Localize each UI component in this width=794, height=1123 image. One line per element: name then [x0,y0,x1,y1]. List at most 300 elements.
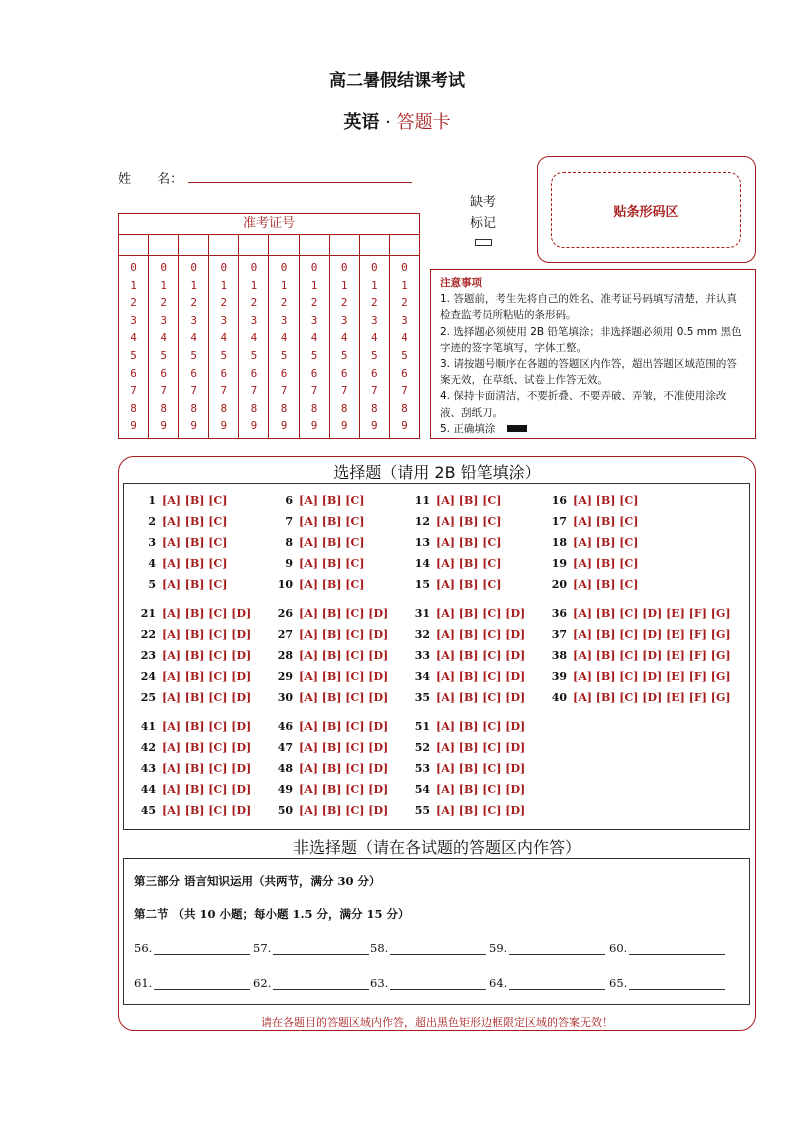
answer-options[interactable]: [A] [B] [C] [299,557,365,570]
mcq-question [408,720,525,733]
exam-id-digit[interactable]: 6 [340,366,348,380]
question-number: 17 [551,515,567,528]
exam-id-digit[interactable]: 2 [250,296,258,310]
exam-id-digit[interactable]: 0 [370,261,378,274]
mcq-question [408,515,501,528]
answer-options[interactable]: [A] [B] [C] [D] [299,691,389,704]
question-number: 46 [277,720,293,733]
exam-id-digit[interactable]: 2 [340,296,348,310]
blank-answer-line[interactable] [154,978,250,990]
mcq-question [134,515,227,528]
exam-id-digit[interactable]: 8 [190,401,198,415]
exam-id-digit[interactable]: 3 [340,313,348,327]
mcq-question [408,557,501,570]
section2-heading: 第二节 （共 10 小题；每小题 1.5 分，满分 15 分） [134,907,410,921]
exam-id-digit[interactable]: 0 [190,261,198,274]
exam-id-digit[interactable]: 1 [340,278,348,292]
exam-id-digit[interactable]: 0 [401,261,408,274]
question-number: 36 [551,607,567,620]
exam-id-digit[interactable]: 0 [250,261,258,274]
question-number: 15 [414,578,430,591]
exam-id-digit[interactable]: 6 [220,366,228,380]
exam-id-digit[interactable]: 0 [280,261,288,274]
mcq-question [408,578,501,591]
mcq-question [271,515,364,528]
exam-id-digit[interactable]: 4 [370,331,378,345]
page-title: 高二暑假结课考试 [329,71,465,91]
exam-id-digit[interactable]: 1 [370,278,378,292]
exam-id-digit[interactable]: 3 [401,313,408,327]
question-number: 47 [277,741,293,754]
exam-id-digit[interactable]: 7 [310,384,318,398]
exam-id-digit[interactable]: 5 [401,348,408,362]
question-number: 38 [551,649,567,662]
question-number: 20 [551,578,567,591]
exam-id-digit[interactable]: 6 [401,366,408,380]
answer-options[interactable]: [A] [B] [C] [162,557,228,570]
exam-id-digit[interactable]: 7 [160,384,167,398]
blank-answer-line[interactable] [509,978,605,990]
question-number: 42 [140,741,156,754]
exam-id-column [239,235,269,438]
answer-options[interactable]: [A] [B] [C] [D] [162,628,252,641]
mcq-question [545,515,638,528]
mcq-question [408,607,525,620]
answer-options[interactable]: [A] [B] [C] [D] [299,762,389,775]
answer-options[interactable]: [A] [B] [C] [D] [436,741,526,754]
exam-id-digit[interactable]: 1 [130,278,137,292]
exam-id-digit[interactable]: 3 [310,313,318,327]
blank-item [253,941,369,955]
answer-options[interactable]: [A] [B] [C] [D] [E] [F] [G] [573,607,731,620]
exam-id-digit[interactable]: 9 [340,419,348,433]
answer-options[interactable]: [A] [B] [C] [D] [162,670,252,683]
mcq-question [134,762,251,775]
exam-id-digit[interactable]: 0 [220,261,228,274]
exam-id-digit[interactable]: 3 [250,313,258,327]
answer-options[interactable]: [A] [B] [C] [D] [E] [F] [G] [573,628,731,641]
blank-item [253,976,369,990]
exam-id-columns [119,235,419,438]
exam-id-digit[interactable]: 1 [220,278,228,292]
mcq-question [134,741,251,754]
mcq-question [134,607,251,620]
name-field[interactable] [188,182,412,183]
exam-id-digit[interactable]: 8 [280,401,288,415]
exam-id-digit[interactable]: 7 [280,384,288,398]
answer-options[interactable]: [A] [B] [C] [D] [162,607,252,620]
notice-item: 3. 请按题号顺序在各题的答题区内作答，超出答题区域范围的答案无效，在草纸、试卷上作答无效。 [440,358,737,387]
exam-id-digit[interactable]: 9 [220,419,228,433]
answer-options[interactable]: [A] [B] [C] [D] [162,649,252,662]
barcode-area: 贴条形码区 [551,172,741,248]
blank-number: 57. [253,941,272,955]
exam-id-digit[interactable]: 7 [401,384,408,398]
exam-id-digit[interactable]: 5 [220,348,228,362]
exam-id-column [209,235,239,438]
exam-id-digit[interactable]: 4 [160,331,167,345]
mcq-question [134,804,251,817]
question-number: 52 [414,741,430,754]
exam-id-write-cell[interactable] [149,235,178,256]
answer-options[interactable]: [A] [B] [C] [162,578,228,591]
exam-id-column [330,235,360,438]
answer-options[interactable]: [A] [B] [C] [162,536,228,549]
exam-id-digit[interactable]: 2 [220,296,228,310]
mcq-question [271,628,388,641]
exam-id-write-cell[interactable] [360,235,389,256]
exam-id-digit[interactable]: 2 [190,296,198,310]
notice-item: 1. 答题前，考生先将自己的姓名、准考证号码填写清楚，并认真检查监考员所粘贴的条形码。 [440,293,737,322]
answer-options[interactable]: [A] [B] [C] [D] [299,720,389,733]
blank-answer-line[interactable] [273,978,369,990]
exam-id-digit[interactable]: 9 [250,419,258,433]
mcq-question [271,691,388,704]
exam-id-digit[interactable]: 5 [340,348,348,362]
exam-id-digit[interactable]: 0 [130,261,137,274]
blank-item [370,941,486,955]
exam-id-digit[interactable]: 4 [310,331,318,345]
exam-id-digit[interactable]: 6 [190,366,198,380]
blank-item [134,941,250,955]
mcq-question [271,494,364,507]
answer-options[interactable]: [A] [B] [C] [D] [299,670,389,683]
answer-options[interactable]: [A] [B] [C] [162,494,228,507]
exam-id-digit[interactable]: 5 [130,348,137,362]
exam-id-digit[interactable]: 0 [310,261,318,274]
exam-id-digit[interactable]: 7 [370,384,378,398]
answer-options[interactable]: [A] [B] [C] [D] [162,804,252,817]
mcq-question [545,536,638,549]
exam-id-digit[interactable]: 4 [220,331,228,345]
answer-options[interactable]: [A] [B] [C] [D] [436,649,526,662]
mcq-question [545,557,638,570]
exam-id-digit[interactable]: 9 [280,419,288,433]
exam-id-write-cell[interactable] [179,235,208,256]
exam-id-write-cell[interactable] [300,235,329,256]
answer-options[interactable]: [A] [B] [C] [436,578,502,591]
blank-number: 63. [370,976,389,990]
question-number: 24 [140,670,156,683]
exam-id-digit[interactable]: 5 [160,348,167,362]
question-number: 21 [140,607,156,620]
mcq-question [545,494,638,507]
answer-options[interactable]: [A] [B] [C] [D] [162,762,252,775]
question-number: 4 [148,557,156,570]
mcq-question [545,607,731,620]
question-number: 44 [140,783,156,796]
mcq-question [134,720,251,733]
exam-id-digit[interactable]: 7 [220,384,228,398]
exam-id-digit[interactable]: 9 [160,419,167,433]
answer-options[interactable]: [A] [B] [C] [573,515,639,528]
mcq-question [134,649,251,662]
blank-number: 62. [253,976,272,990]
absent-checkbox[interactable] [475,239,492,246]
mcq-question [408,670,525,683]
question-number: 55 [414,804,430,817]
exam-id-digit[interactable]: 3 [280,313,288,327]
answer-options[interactable]: [A] [B] [C] [D] [E] [F] [G] [573,649,731,662]
blank-item [609,941,725,955]
answer-options[interactable]: [A] [B] [C] [299,536,365,549]
exam-id-digit[interactable]: 6 [160,366,167,380]
exam-id-digit[interactable]: 1 [160,278,167,292]
question-number: 19 [551,557,567,570]
subject-label: 英语 [343,112,380,133]
answer-options[interactable]: [A] [B] [C] [D] [436,628,526,641]
answer-options[interactable]: [A] [B] [C] [573,557,639,570]
blank-number: 60. [609,941,628,955]
answer-options[interactable]: [A] [B] [C] [299,494,365,507]
exam-id-label: 准考证号 [119,214,419,235]
answer-options[interactable]: [A] [B] [C] [D] [162,783,252,796]
exam-id-digit[interactable]: 5 [370,348,378,362]
question-number: 39 [551,670,567,683]
blank-number: 61. [134,976,153,990]
answer-options[interactable]: [A] [B] [C] [D] [299,783,389,796]
mcq-question [134,670,251,683]
question-number: 50 [277,804,293,817]
answer-options[interactable]: [A] [B] [C] [D] [299,741,389,754]
non-mcq-title: 非选择题（请在各试题的答题区内作答） [292,838,581,857]
exam-id-digit[interactable]: 3 [220,313,228,327]
exam-id-digit[interactable]: 8 [160,401,167,415]
exam-id-digit[interactable]: 2 [310,296,318,310]
notice-item: 5. 正确填涂 [440,422,496,435]
exam-id-digit[interactable]: 6 [250,366,258,380]
exam-id-digit[interactable]: 8 [340,401,348,415]
question-number: 9 [285,557,293,570]
answer-options[interactable]: [A] [B] [C] [436,557,502,570]
exam-id-digit[interactable]: 4 [250,331,258,345]
blank-answer-line[interactable] [509,943,605,955]
question-number: 14 [414,557,430,570]
mcq-question [408,762,525,775]
question-number: 26 [277,607,293,620]
exam-id-digit[interactable]: 1 [190,278,198,292]
exam-id-digit[interactable]: 6 [280,366,288,380]
exam-id-digit[interactable]: 4 [190,331,198,345]
question-number: 10 [277,578,293,591]
question-number: 23 [140,649,156,662]
absent-label-line2: 标记 [469,216,496,231]
exam-id-digit[interactable]: 3 [160,313,167,327]
question-number: 1 [148,494,156,507]
mcq-question [271,607,388,620]
exam-id-digit[interactable]: 8 [250,401,258,415]
exam-id-digit[interactable]: 0 [340,261,348,274]
question-number: 53 [414,762,430,775]
page-subtitle [0,108,794,134]
exam-id-digit[interactable]: 0 [160,261,167,274]
absent-label [463,192,503,234]
blank-item [370,976,486,990]
question-number: 3 [148,536,156,549]
exam-id-digit[interactable]: 2 [370,296,378,310]
exam-id-digit[interactable]: 6 [310,366,318,380]
mcq-box [123,483,750,830]
exam-id-digit[interactable]: 8 [310,401,318,415]
answer-options[interactable]: [A] [B] [C] [D] [436,720,526,733]
exam-id-digit[interactable]: 8 [370,401,378,415]
exam-id-digit[interactable]: 1 [401,278,408,292]
exam-id-digit[interactable]: 3 [130,313,137,327]
separator: · [385,112,391,133]
exam-id-digit[interactable]: 6 [370,366,378,380]
notice-title: 注意事项 [440,277,482,289]
answer-options[interactable]: [A] [B] [C] [573,494,639,507]
exam-id-digit[interactable]: 2 [280,296,288,310]
question-number: 16 [551,494,567,507]
exam-id-grid [118,213,420,439]
mcq-question [408,804,525,817]
answer-options[interactable]: [A] [B] [C] [D] [162,691,252,704]
answer-options[interactable]: [A] [B] [C] [D] [299,649,389,662]
exam-id-digit[interactable]: 4 [401,331,408,345]
mcq-question [271,720,388,733]
answer-options[interactable]: [A] [B] [C] [573,578,639,591]
exam-id-digit[interactable]: 9 [370,419,378,433]
question-number: 13 [414,536,430,549]
answer-options[interactable]: [A] [B] [C] [D] [436,783,526,796]
blank-answer-line[interactable] [273,943,369,955]
answer-options[interactable]: [A] [B] [C] [436,515,502,528]
blank-answer-line[interactable] [629,943,725,955]
exam-id-digit[interactable]: 5 [280,348,288,362]
answer-options[interactable]: [A] [B] [C] [D] [436,804,526,817]
question-number: 2 [148,515,156,528]
answer-options[interactable]: [A] [B] [C] [D] [299,804,389,817]
exam-id-digit[interactable]: 2 [401,296,408,310]
mcq-question [271,536,364,549]
blank-number: 58. [370,941,389,955]
exam-id-digit[interactable]: 3 [190,313,198,327]
blank-answer-line[interactable] [390,978,486,990]
card-type-label: 答题卡 [396,112,451,133]
question-number: 18 [551,536,567,549]
exam-id-digit[interactable]: 9 [401,419,408,433]
mcq-question [134,578,227,591]
part3-heading: 第三部分 语言知识运用（共两节，满分 30 分） [134,874,381,888]
exam-id-digit[interactable]: 9 [310,419,318,433]
question-number: 30 [277,691,293,704]
filled-mark-example [507,425,527,432]
blank-answer-line[interactable] [390,943,486,955]
exam-id-digit[interactable]: 4 [280,331,288,345]
exam-id-digit[interactable]: 7 [250,384,258,398]
exam-id-digit[interactable]: 1 [280,278,288,292]
mcq-question [271,578,364,591]
notice-box [430,269,756,439]
question-number: 7 [285,515,293,528]
answer-options[interactable]: [A] [B] [C] [D] [E] [F] [G] [573,670,731,683]
blank-item [134,976,250,990]
exam-id-digit[interactable]: 9 [130,419,137,433]
answer-options[interactable]: [A] [B] [C] [573,536,639,549]
exam-id-digit[interactable]: 1 [310,278,318,292]
blank-item [489,976,605,990]
answer-options[interactable]: [A] [B] [C] [D] [436,607,526,620]
answer-options[interactable]: [A] [B] [C] [D] [436,691,526,704]
exam-id-digit[interactable]: 3 [370,313,378,327]
mcq-question [408,741,525,754]
answer-options[interactable]: [A] [B] [C] [D] [436,670,526,683]
mcq-question [134,494,227,507]
exam-id-digit[interactable]: 8 [401,401,408,415]
blank-answer-line[interactable] [629,978,725,990]
exam-id-digit[interactable]: 5 [250,348,258,362]
exam-id-digit[interactable]: 7 [340,384,348,398]
exam-id-column [119,235,149,438]
exam-id-digit[interactable]: 2 [160,296,167,310]
question-number: 48 [277,762,293,775]
exam-id-digit[interactable]: 7 [190,384,198,398]
mcq-question [271,557,364,570]
exam-id-digit[interactable]: 7 [130,384,137,398]
answer-options[interactable]: [A] [B] [C] [D] [162,741,252,754]
question-number: 33 [414,649,430,662]
answer-options[interactable]: [A] [B] [C] [162,515,228,528]
exam-id-digit[interactable]: 5 [190,348,198,362]
exam-id-write-cell[interactable] [119,235,148,256]
answer-options[interactable]: [A] [B] [C] [D] [299,607,389,620]
answer-options[interactable]: [A] [B] [C] [299,515,365,528]
question-number: 32 [414,628,430,641]
exam-id-digit[interactable]: 1 [250,278,258,292]
exam-id-write-cell[interactable] [390,235,419,256]
question-number: 27 [277,628,293,641]
mcq-question [271,741,388,754]
answer-options[interactable]: [A] [B] [C] [436,536,502,549]
mcq-question [545,628,731,641]
answer-options[interactable]: [A] [B] [C] [436,494,502,507]
exam-id-write-cell[interactable] [269,235,298,256]
exam-id-digit[interactable]: 4 [340,331,348,345]
mcq-question [408,691,525,704]
mcq-question [408,649,525,662]
notice-item-fill [440,421,746,437]
answer-options[interactable]: [A] [B] [C] [D] [E] [F] [G] [573,691,731,704]
exam-id-digit[interactable]: 9 [190,419,198,433]
name-label: 姓 名： [118,172,184,187]
exam-id-digit[interactable]: 8 [130,401,137,415]
exam-id-digit[interactable]: 5 [310,348,318,362]
exam-id-column [300,235,330,438]
exam-id-digit[interactable]: 2 [130,296,137,310]
blank-answer-line[interactable] [154,943,250,955]
exam-id-column [149,235,179,438]
question-number: 22 [140,628,156,641]
answer-options[interactable]: [A] [B] [C] [D] [299,628,389,641]
exam-id-write-cell[interactable] [209,235,238,256]
mcq-question [134,557,227,570]
question-number: 51 [414,720,430,733]
exam-id-digit[interactable]: 6 [130,366,137,380]
question-number: 12 [414,515,430,528]
question-number: 54 [414,783,430,796]
mcq-question [271,649,388,662]
answer-options[interactable]: [A] [B] [C] [D] [162,720,252,733]
answer-options[interactable]: [A] [B] [C] [299,578,365,591]
exam-id-write-cell[interactable] [239,235,268,256]
mcq-question [134,783,251,796]
answer-options[interactable]: [A] [B] [C] [D] [436,762,526,775]
exam-id-write-cell[interactable] [330,235,359,256]
exam-id-digit[interactable]: 4 [130,331,137,345]
mcq-question [408,536,501,549]
exam-id-digit[interactable]: 8 [220,401,228,415]
